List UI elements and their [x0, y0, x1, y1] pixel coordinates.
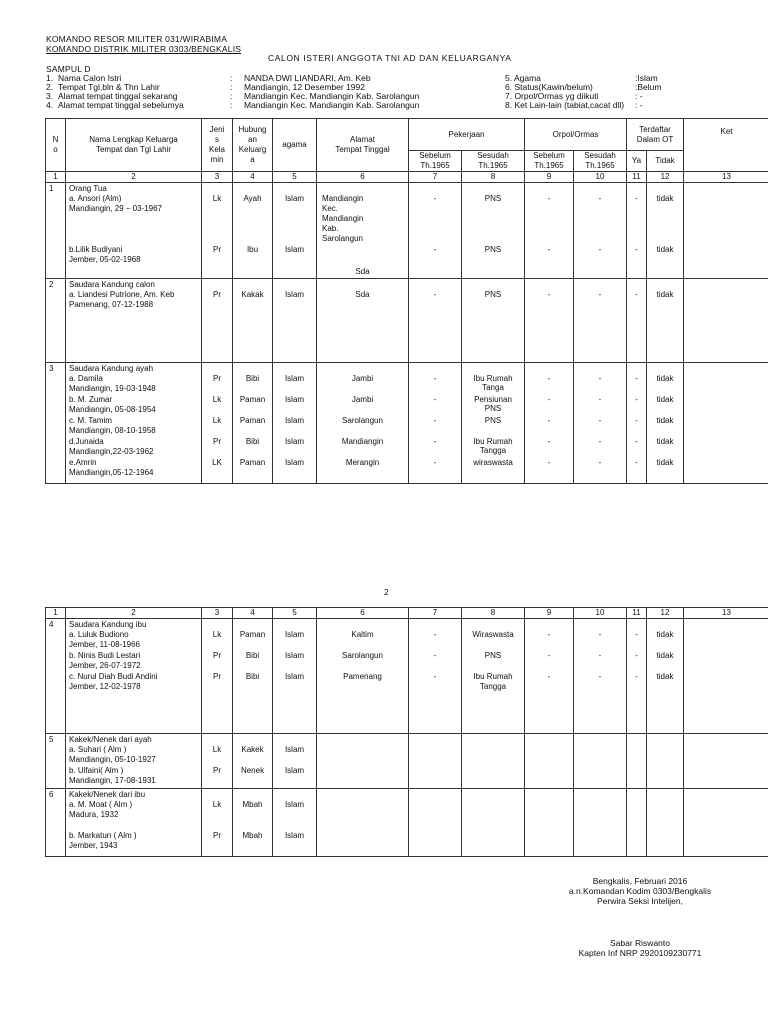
th-pekerjaan: Pekerjaan [409, 119, 525, 151]
table-row-group-6: 6 Kakek/Nenek dari ibu a. M. Moat ( Alm ) Madura, 1932 b. Markatun ( Alm ) Jember, 1943 Lk Pr Mbah Mbah Islam Islam [46, 789, 768, 857]
family-table-page2 [45, 607, 768, 857]
page-number: 2 [384, 587, 389, 597]
th-sebelum-2: Sebelum Th.1965 [525, 151, 574, 172]
info-row-2: 2. Tempat Tgl,bln & Thn Lahir : Mandiangin, 12 Desember 1992 [46, 82, 365, 92]
signature-rank-nrp: Kapten Inf NRP 2920109230771 [578, 948, 702, 958]
header-line-1: KOMANDO RESOR MILITER 031/WIRABIMA [46, 34, 228, 44]
th-terdaftar: Terdaftar Dalam OT [627, 119, 684, 151]
table-row-group-3: 3 Saudara Kandung ayah a. Damila Mandiangin, 19-03-1948 b. M. Zumar Mandiangin, 05-08-1954 c. M. Tamim Mandiangin, 08-10-1958 d.Junaida Mandiangin,22-03-1962 e.Amrin Mandiangin,05-12-1964 Pr Lk Lk Pr LK Bibi Paman Paman Bibi Paman Islam Islam Islam Islam Islam Jambi Jambi Sarolangun Mandiangin Merangin - - - - - Ibu Rumah Tanga Pensiunan PNS PNS Ibu Rumah Tangga wiraswasta - - - - - - - - - - - - - - - tidak tidak tidak tidak tidak [46, 363, 768, 484]
th-sesudah-1: Sesudah Th.1965 [462, 151, 525, 172]
th-hubungan: Hubung an Keluarg a [233, 119, 273, 172]
info-row-1: 1. Nama Calon Istri : NANDA DWI LIANDARI, Am. Keb [46, 73, 371, 83]
th-orpol: Orpol/Ormas [525, 119, 627, 151]
document-title: CALON ISTERI ANGGOTA TNI AD DAN KELUARGANYA [268, 53, 512, 63]
th-nama: Nama Lengkap Keluarga Tempat dan Tgl Lahir [66, 119, 202, 172]
info-right-row-5: 5. Agama :Islam [505, 73, 658, 83]
info-row-4: 4. Alamat tempat tinggal sebelumya : Mandiangin Kec. Mandiangin Kab. Sarolangun [46, 100, 420, 110]
header-line-2: KOMANDO DISTRIK MILITER 0303/BENGKALIS [46, 44, 242, 54]
th-no: N o [46, 119, 66, 172]
table-row-group-1: 1 Orang Tua a. Ansori (Alm) Mandiangin, 29 – 03-1967 b.Lilik Budiyani Jember, 05-02-1968 Lk Pr Ayah Ibu Islam Islam Mandiangin Kec. Mandiangin Kab. Sarolangun Sda - - PNS PNS - - - - - - tidak tidak [46, 183, 768, 279]
info-right-row-6: 6. Status(Kawin/belum) :Belum [505, 82, 662, 92]
th-sesudah-2: Sesudah Th.1965 [574, 151, 627, 172]
th-alamat: Alamat Tempat Tinggal [317, 119, 409, 172]
column-number-row-page2: 1 2 3 4 5 6 7 8 9 10 11 12 13 [46, 608, 768, 619]
signature-position: Perwira Seksi Intelijen, [597, 896, 683, 906]
th-agama: agama [273, 119, 317, 172]
signature-an-line: a.n.Komandan Kodim 0303/Bengkalis [568, 886, 712, 896]
signature-name: Sabar Riswanto [609, 938, 670, 948]
signature-place-date: Bengkalis, Februari 2016 [592, 876, 688, 886]
info-row-3: 3. Alamat tempat tinggal sekarang : Mandiangin Kec. Mandiangin Kab. Sarolangun [46, 91, 420, 101]
info-left [46, 74, 419, 110]
info-right-row-8: 8. Ket Lain-lain (tabiat,cacat dll) : - [505, 100, 643, 110]
th-ket: Ket [684, 119, 768, 172]
sampul-label: SAMPUL D [46, 64, 91, 74]
table-row-group-4: 4 Saudara Kandung ibu a. Luluk Budiono Jember, 11-08-1966 b. Ninis Budi Lestari Jember, 26-07-1972 c. Nurul Diah Budi Andini Jember, 12-02-1978 Lk Pr Pr Paman Bibi Bibi Islam Islam Islam Kaltim Sarolangun Pamenang - - - Wiraswasta PNS Ibu Rumah Tangga - - - - - - - - - tidak tidak tidak [46, 619, 768, 734]
table-row-group-5: 5 Kakek/Nenek dari ayah a. Suhari ( Alm ) Mandiangin, 05-10-1927 b. Ulfaini( Alm ) Mandiangin, 17-08-1931 Lk Pr Kakek Nenek Islam Islam [46, 734, 768, 789]
th-ya: Ya [627, 151, 647, 172]
table-row-group-2: 2 Saudara Kandung calon a. Liandesi Putrione, Am. Keb Pamenang, 07-12-1988 Pr Kakak Islam Sda - PNS - - - tidak [46, 279, 768, 363]
family-table-page1 [45, 118, 768, 484]
info-right-row-7: 7. Orpol/Ormas yg diikuti : - [505, 91, 643, 101]
th-jenis-kelamin: Jeni s Kela min [202, 119, 233, 172]
info-right [505, 74, 661, 110]
column-number-row: 1 2 3 4 5 6 7 8 9 10 11 12 13 [46, 172, 768, 183]
th-tidak: Tidak [647, 151, 684, 172]
th-sebelum-1: Sebelum Th.1965 [409, 151, 462, 172]
